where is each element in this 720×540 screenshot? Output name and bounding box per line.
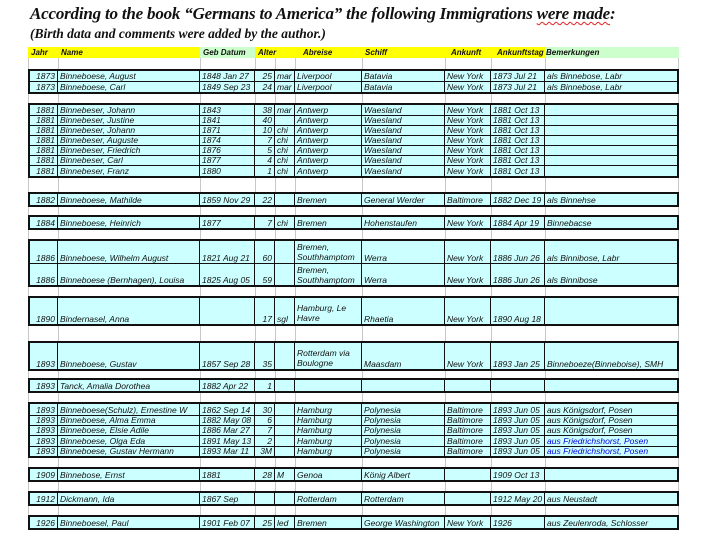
cell-alter: 6 [255, 416, 275, 425]
cell-stand: M [275, 469, 295, 480]
cell-schiff: George Washington [362, 517, 445, 528]
cell-stand: chi [275, 126, 295, 135]
cell-ankunft: New York [445, 166, 491, 176]
record-group [28, 402, 679, 458]
cell-ankunft: New York [445, 146, 491, 155]
cell-bemerkungen: Binneboeze(Binneboise), SMH [547, 359, 664, 369]
cell-jahr: 1886 [30, 241, 58, 263]
cell-ankunftstag: 1873 Jul 21 [491, 82, 545, 92]
cell-name: Binnebeser, Carl [58, 156, 200, 165]
table-row [30, 493, 677, 504]
cell-name: Binneboesel, Paul [58, 517, 200, 528]
cell-jahr: 1909 [30, 469, 58, 480]
cell-stand: chi [275, 217, 295, 228]
column-header-geb-datum: Geb Datum [200, 47, 255, 58]
cell-jahr: 1926 [30, 517, 58, 528]
cell-ankunftstag: 1882 Dec 19 [491, 194, 545, 205]
cell-abreise: Hamburg [295, 404, 362, 415]
record-group [28, 69, 679, 94]
cell-bemerkungen [545, 380, 677, 391]
cell-geb-datum: 1871 [200, 126, 255, 135]
column-header-schiff: Schiff [362, 47, 445, 58]
cell-alter: 40 [255, 116, 275, 125]
cell-geb-datum: 1848 Jan 27 [200, 71, 255, 81]
page-subtitle: (Birth data and comments were added by the author.) [30, 26, 326, 41]
cell-geb-datum: 1849 Sep 23 [200, 82, 255, 92]
column-header-ankunftstag: Ankunftstag [491, 47, 545, 58]
cell-stand: sgl [275, 298, 295, 324]
column-header-bemerkungen: Bemerkungen [545, 47, 679, 58]
cell-bemerkungen [545, 156, 677, 165]
cell-bemerkungen [545, 105, 677, 115]
cell-jahr: 1873 [30, 71, 58, 81]
cell-ankunftstag: 1893 Jun 05 [491, 426, 545, 435]
cell-jahr: 1886 [30, 264, 58, 285]
cell-ankunftstag: 1893 Jun 05 [491, 447, 545, 456]
cell-abreise: Bremen [295, 194, 362, 205]
cell-schiff: Waesland [362, 166, 445, 176]
cell-ankunft: Baltimore [445, 194, 491, 205]
table-row [30, 194, 677, 205]
cell-schiff: Waesland [362, 146, 445, 155]
cell-abreise: Hamburg [295, 436, 362, 446]
cell-bemerkungen [545, 116, 677, 125]
cell-bemerkungen: aus Friedrichshorst, Posen [547, 436, 649, 446]
cell-geb-datum: 1891 May 13 [200, 436, 255, 446]
cell-schiff: Polynesia [362, 436, 445, 446]
cell-alter: 38 [255, 105, 275, 115]
cell-jahr: 1881 [30, 136, 58, 145]
cell-stand [275, 380, 295, 391]
cell-bemerkungen: aus Königsdorf, Posen [547, 416, 633, 425]
cell-schiff: Polynesia [362, 426, 445, 435]
cell-stand [275, 436, 295, 446]
cell-ankunftstag: 1881 Oct 13 [491, 136, 545, 145]
cell-abreise: Hamburg [295, 447, 362, 456]
cell-geb-datum: 1882 Apr 22 [200, 380, 255, 391]
cell-name: Binneboese, Alma Emma [58, 416, 200, 425]
cell-stand: chi [275, 156, 295, 165]
record-group [28, 103, 679, 178]
cell-stand: mar [275, 71, 295, 81]
cell-ankunftstag: 1893 Jun 05 [491, 416, 545, 425]
cell-abreise: Bremen, Southhamptom [295, 264, 362, 285]
cell-jahr: 1893 [30, 404, 58, 415]
cell-bemerkungen: als Binnebose, Labr [547, 71, 623, 81]
cell-ankunftstag: 1881 Oct 13 [491, 166, 545, 176]
table-row [30, 425, 677, 435]
cell-ankunft: New York [445, 156, 491, 165]
cell-abreise: Hamburg [295, 426, 362, 435]
cell-jahr: 1881 [30, 126, 58, 135]
cell-bemerkungen [545, 136, 677, 145]
cell-schiff: Waesland [362, 126, 445, 135]
cell-bemerkungen [545, 166, 677, 176]
record-group [28, 192, 679, 207]
cell-jahr: 1893 [30, 436, 58, 446]
cell-stand [275, 404, 295, 415]
cell-geb-datum: 1881 [200, 469, 255, 480]
cell-abreise: Antwerp [295, 156, 362, 165]
cell-ankunft: New York [445, 136, 491, 145]
cell-geb-datum: 1859 Nov 29 [200, 194, 255, 205]
cell-jahr: 1893 [30, 447, 58, 456]
cell-bemerkungen [545, 298, 677, 324]
cell-alter [255, 493, 275, 504]
cell-geb-datum: 1874 [200, 136, 255, 145]
cell-schiff: Polynesia [362, 404, 445, 415]
table-row [30, 435, 677, 446]
cell-alter: 1 [255, 380, 275, 391]
cell-ankunft [445, 493, 491, 504]
cell-name: Binneboese (Bernhagen), Louisa [58, 264, 200, 285]
cell-jahr: 1882 [30, 194, 58, 205]
cell-geb-datum: 1886 Mar 27 [200, 426, 255, 435]
cell-bemerkungen: aus Königsdorf, Posen [547, 405, 633, 415]
cell-ankunft: New York [445, 298, 491, 324]
cell-name: Binneboese, Mathilde [58, 194, 200, 205]
cell-ankunft: New York [445, 264, 491, 285]
cell-ankunft: New York [445, 82, 491, 92]
cell-stand: chi [275, 166, 295, 176]
cell-abreise: Hamburg, Le Havre [295, 298, 362, 324]
table-row [30, 404, 677, 415]
table-row [30, 81, 677, 92]
cell-name: Binneboese, Olga Eda [58, 436, 200, 446]
cell-jahr: 1893 [30, 416, 58, 425]
cell-stand: mar [275, 105, 295, 115]
cell-bemerkungen: aus Königsdorf, Posen [547, 426, 633, 435]
cell-ankunftstag: 1890 Aug 18 [491, 298, 545, 324]
table-row [30, 380, 677, 391]
cell-schiff: Rhaetia [362, 298, 445, 324]
cell-jahr: 1912 [30, 493, 58, 504]
cell-alter: 2 [255, 436, 275, 446]
cell-jahr: 1881 [30, 105, 58, 115]
cell-ankunft [445, 380, 491, 391]
cell-abreise: Bremen [295, 517, 362, 528]
cell-jahr: 1881 [30, 146, 58, 155]
cell-ankunftstag: 1893 Jun 05 [491, 436, 545, 446]
cell-ankunft: Baltimore [445, 404, 491, 415]
cell-alter: 60 [255, 241, 275, 263]
cell-stand: led [275, 517, 295, 528]
cell-ankunft: New York [445, 116, 491, 125]
immigration-table [28, 47, 679, 530]
cell-ankunftstag: 1881 Oct 13 [491, 105, 545, 115]
record-group [28, 341, 679, 371]
record-group [28, 378, 679, 393]
cell-name: Binneboese, Elsie Adile [58, 426, 200, 435]
table-row [30, 165, 677, 176]
title-suffix: : [610, 4, 616, 23]
column-header-ankunft: Ankunft [445, 47, 491, 58]
cell-alter: 24 [255, 82, 275, 92]
cell-alter: 1 [255, 166, 275, 176]
cell-ankunft: New York [445, 241, 491, 263]
cell-geb-datum: 1825 Aug 05 [200, 264, 255, 285]
cell-alter: 17 [255, 298, 275, 324]
cell-ankunftstag: 1912 May 20 [491, 493, 545, 504]
cell-ankunftstag: 1886 Jun 26 [491, 264, 545, 285]
cell-alter: 25 [255, 71, 275, 81]
cell-abreise: Bremen, Southhamptom [295, 241, 362, 263]
table-row [30, 115, 677, 125]
cell-schiff: König Albert [362, 469, 445, 480]
cell-bemerkungen: als Binnibose, Labr [547, 253, 620, 263]
cell-alter: 35 [255, 343, 275, 369]
cell-alter: 28 [255, 469, 275, 480]
cell-stand [275, 343, 295, 369]
table-row [30, 241, 677, 263]
cell-name: Binnebeser, Johann [58, 105, 200, 115]
cell-abreise: Antwerp [295, 166, 362, 176]
cell-bemerkungen: aus Friedrichshorst, Posen [547, 447, 649, 456]
cell-alter: 22 [255, 194, 275, 205]
cell-bemerkungen [545, 146, 677, 155]
cell-geb-datum: 1862 Sep 14 [200, 404, 255, 415]
cell-name: Bindernasel, Anna [58, 298, 200, 324]
cell-alter: 10 [255, 126, 275, 135]
table-row [30, 415, 677, 425]
record-group [28, 515, 679, 530]
cell-geb-datum: 1877 [200, 156, 255, 165]
cell-stand [275, 194, 295, 205]
cell-jahr: 1881 [30, 166, 58, 176]
cell-jahr: 1873 [30, 82, 58, 92]
cell-name: Binnebeser, Auguste [58, 136, 200, 145]
cell-geb-datum: 1876 [200, 146, 255, 155]
cell-alter: 5 [255, 146, 275, 155]
cell-jahr: 1884 [30, 217, 58, 228]
cell-bemerkungen: als Binnehse [547, 195, 596, 205]
cell-abreise: Antwerp [295, 126, 362, 135]
cell-schiff: Polynesia [362, 447, 445, 456]
cell-ankunftstag: 1873 Jul 21 [491, 71, 545, 81]
cell-ankunftstag: 1881 Oct 13 [491, 116, 545, 125]
cell-stand [275, 493, 295, 504]
cell-ankunft: New York [445, 105, 491, 115]
cell-name: Binneboese(Schulz), Ernestine W [58, 404, 200, 415]
table-row [30, 343, 677, 369]
column-header-alter: Alter [255, 47, 295, 58]
cell-name: Binneboese, Wilhelm August [58, 241, 200, 263]
cell-name: Binnebeser, Friedrich [58, 146, 200, 155]
cell-name: Binneboese, Gustav Hermann [58, 447, 200, 456]
cell-ankunftstag: 1884 Apr 19 [491, 217, 545, 228]
cell-ankunftstag: 1881 Oct 13 [491, 156, 545, 165]
cell-alter: 25 [255, 517, 275, 528]
cell-ankunftstag: 1909 Oct 13 [491, 469, 545, 480]
cell-jahr: 1893 [30, 380, 58, 391]
cell-bemerkungen: aus Zeulenroda, Schlosser [547, 518, 649, 528]
cell-bemerkungen [545, 126, 677, 135]
cell-ankunft [445, 469, 491, 480]
cell-ankunft: Baltimore [445, 416, 491, 425]
cell-jahr: 1893 [30, 343, 58, 369]
table-row [30, 263, 677, 285]
cell-ankunft: New York [445, 343, 491, 369]
cell-geb-datum: 1857 Sep 28 [200, 343, 255, 369]
cell-stand [275, 447, 295, 456]
cell-schiff: Werra [362, 264, 445, 285]
cell-geb-datum: 1867 Sep [200, 493, 255, 504]
cell-geb-datum [200, 298, 255, 324]
cell-ankunft: New York [445, 71, 491, 81]
cell-jahr: 1893 [30, 426, 58, 435]
table-row [30, 155, 677, 165]
cell-ankunft: New York [445, 517, 491, 528]
cell-geb-datum: 1893 Mar 11 [200, 447, 255, 456]
cell-name: Binnebose, Ernst [58, 469, 200, 480]
cell-geb-datum: 1821 Aug 21 [200, 241, 255, 263]
cell-stand [275, 416, 295, 425]
table-row [30, 217, 677, 228]
cell-abreise: Genoa [295, 469, 362, 480]
cell-geb-datum: 1901 Feb 07 [200, 517, 255, 528]
table-row [30, 71, 677, 81]
cell-stand: chi [275, 146, 295, 155]
cell-geb-datum: 1882 May 08 [200, 416, 255, 425]
cell-jahr: 1890 [30, 298, 58, 324]
cell-ankunftstag: 1893 Jun 05 [491, 404, 545, 415]
cell-name: Binneboese, Gustav [58, 343, 200, 369]
record-group [28, 296, 679, 326]
table-row [30, 145, 677, 155]
cell-jahr: 1881 [30, 116, 58, 125]
table-row [30, 105, 677, 115]
cell-abreise: Antwerp [295, 105, 362, 115]
record-group [28, 491, 679, 506]
cell-stand [275, 264, 295, 285]
cell-geb-datum: 1877 [200, 217, 255, 228]
title-spellcheck-words: were made [536, 4, 611, 23]
cell-schiff: Batavia [362, 71, 445, 81]
cell-abreise: Liverpool [295, 82, 362, 92]
cell-ankunftstag: 1886 Jun 26 [491, 241, 545, 263]
cell-schiff: Waesland [362, 116, 445, 125]
cell-abreise: Antwerp [295, 116, 362, 125]
cell-ankunftstag: 1881 Oct 13 [491, 146, 545, 155]
cell-name: Dickmann, Ida [58, 493, 200, 504]
cell-alter: 7 [255, 426, 275, 435]
cell-abreise: Liverpool [295, 71, 362, 81]
column-header-abreise: Abreise [295, 47, 362, 58]
cell-abreise: Rotterdam [295, 493, 362, 504]
table-row [30, 135, 677, 145]
cell-bemerkungen: als Binnibose [547, 275, 598, 285]
cell-stand [275, 426, 295, 435]
cell-alter: 30 [255, 404, 275, 415]
column-header-name: Name [58, 47, 200, 58]
cell-schiff: Waesland [362, 105, 445, 115]
page-title [30, 4, 615, 24]
cell-ankunft: Baltimore [445, 426, 491, 435]
cell-name: Binneboese, Heinrich [58, 217, 200, 228]
cell-schiff: Batavia [362, 82, 445, 92]
cell-ankunftstag [491, 380, 545, 391]
cell-schiff: Maasdam [362, 343, 445, 369]
cell-schiff: Hohenstaufen [362, 217, 445, 228]
cell-schiff: General Werder [362, 194, 445, 205]
record-group [28, 467, 679, 482]
cell-alter: 59 [255, 264, 275, 285]
cell-alter: 3M [255, 447, 275, 456]
cell-geb-datum: 1841 [200, 116, 255, 125]
cell-ankunftstag: 1893 Jan 25 [491, 343, 545, 369]
table-row [30, 469, 677, 480]
cell-ankunft: Baltimore [445, 447, 491, 456]
cell-schiff: Waesland [362, 136, 445, 145]
cell-name: Binnebeser, Franz [58, 166, 200, 176]
cell-schiff: Rotterdam [362, 493, 445, 504]
cell-stand [275, 241, 295, 263]
cell-name: Binnebeser, Johann [58, 126, 200, 135]
cell-ankunftstag: 1881 Oct 13 [491, 126, 545, 135]
cell-name: Binnebeser, Justine [58, 116, 200, 125]
record-group [28, 239, 679, 287]
cell-name: Binneboese, August [58, 71, 200, 81]
cell-alter: 7 [255, 217, 275, 228]
cell-jahr: 1881 [30, 156, 58, 165]
cell-schiff: Waesland [362, 156, 445, 165]
cell-bemerkungen: Binnebacse [547, 218, 592, 228]
cell-name: Binneboese, Carl [58, 82, 200, 92]
cell-stand: mar [275, 82, 295, 92]
table-row [30, 446, 677, 456]
cell-schiff: Werra [362, 241, 445, 263]
cell-schiff: Polynesia [362, 416, 445, 425]
cell-bemerkungen: als Binnebose, Labr [547, 82, 623, 92]
record-group [28, 215, 679, 230]
cell-bemerkungen: aus Neustadt [547, 494, 598, 504]
cell-abreise: Antwerp [295, 146, 362, 155]
title-prefix: According to the book “Germans to America” the following Immigrations [30, 4, 537, 23]
cell-geb-datum: 1843 [200, 105, 255, 115]
table-row [30, 517, 677, 528]
cell-ankunft: New York [445, 217, 491, 228]
cell-abreise: Bremen [295, 217, 362, 228]
cell-ankunft: New York [445, 126, 491, 135]
cell-ankunft: Baltimore [445, 436, 491, 446]
table-row [30, 125, 677, 135]
cell-bemerkungen [545, 469, 677, 480]
cell-ankunftstag: 1926 [491, 517, 545, 528]
column-header-jahr: Jahr [28, 47, 58, 58]
cell-stand [275, 116, 295, 125]
cell-abreise [295, 380, 362, 391]
cell-schiff [362, 380, 445, 391]
cell-abreise: Hamburg [295, 416, 362, 425]
cell-abreise: Antwerp [295, 136, 362, 145]
cell-abreise: Rotterdam via Boulogne [295, 343, 362, 369]
cell-geb-datum: 1880 [200, 166, 255, 176]
cell-alter: 7 [255, 136, 275, 145]
cell-stand: chi [275, 136, 295, 145]
cell-alter: 4 [255, 156, 275, 165]
table-row [30, 298, 677, 324]
cell-name: Tanck, Amalia Dorothea [58, 380, 200, 391]
